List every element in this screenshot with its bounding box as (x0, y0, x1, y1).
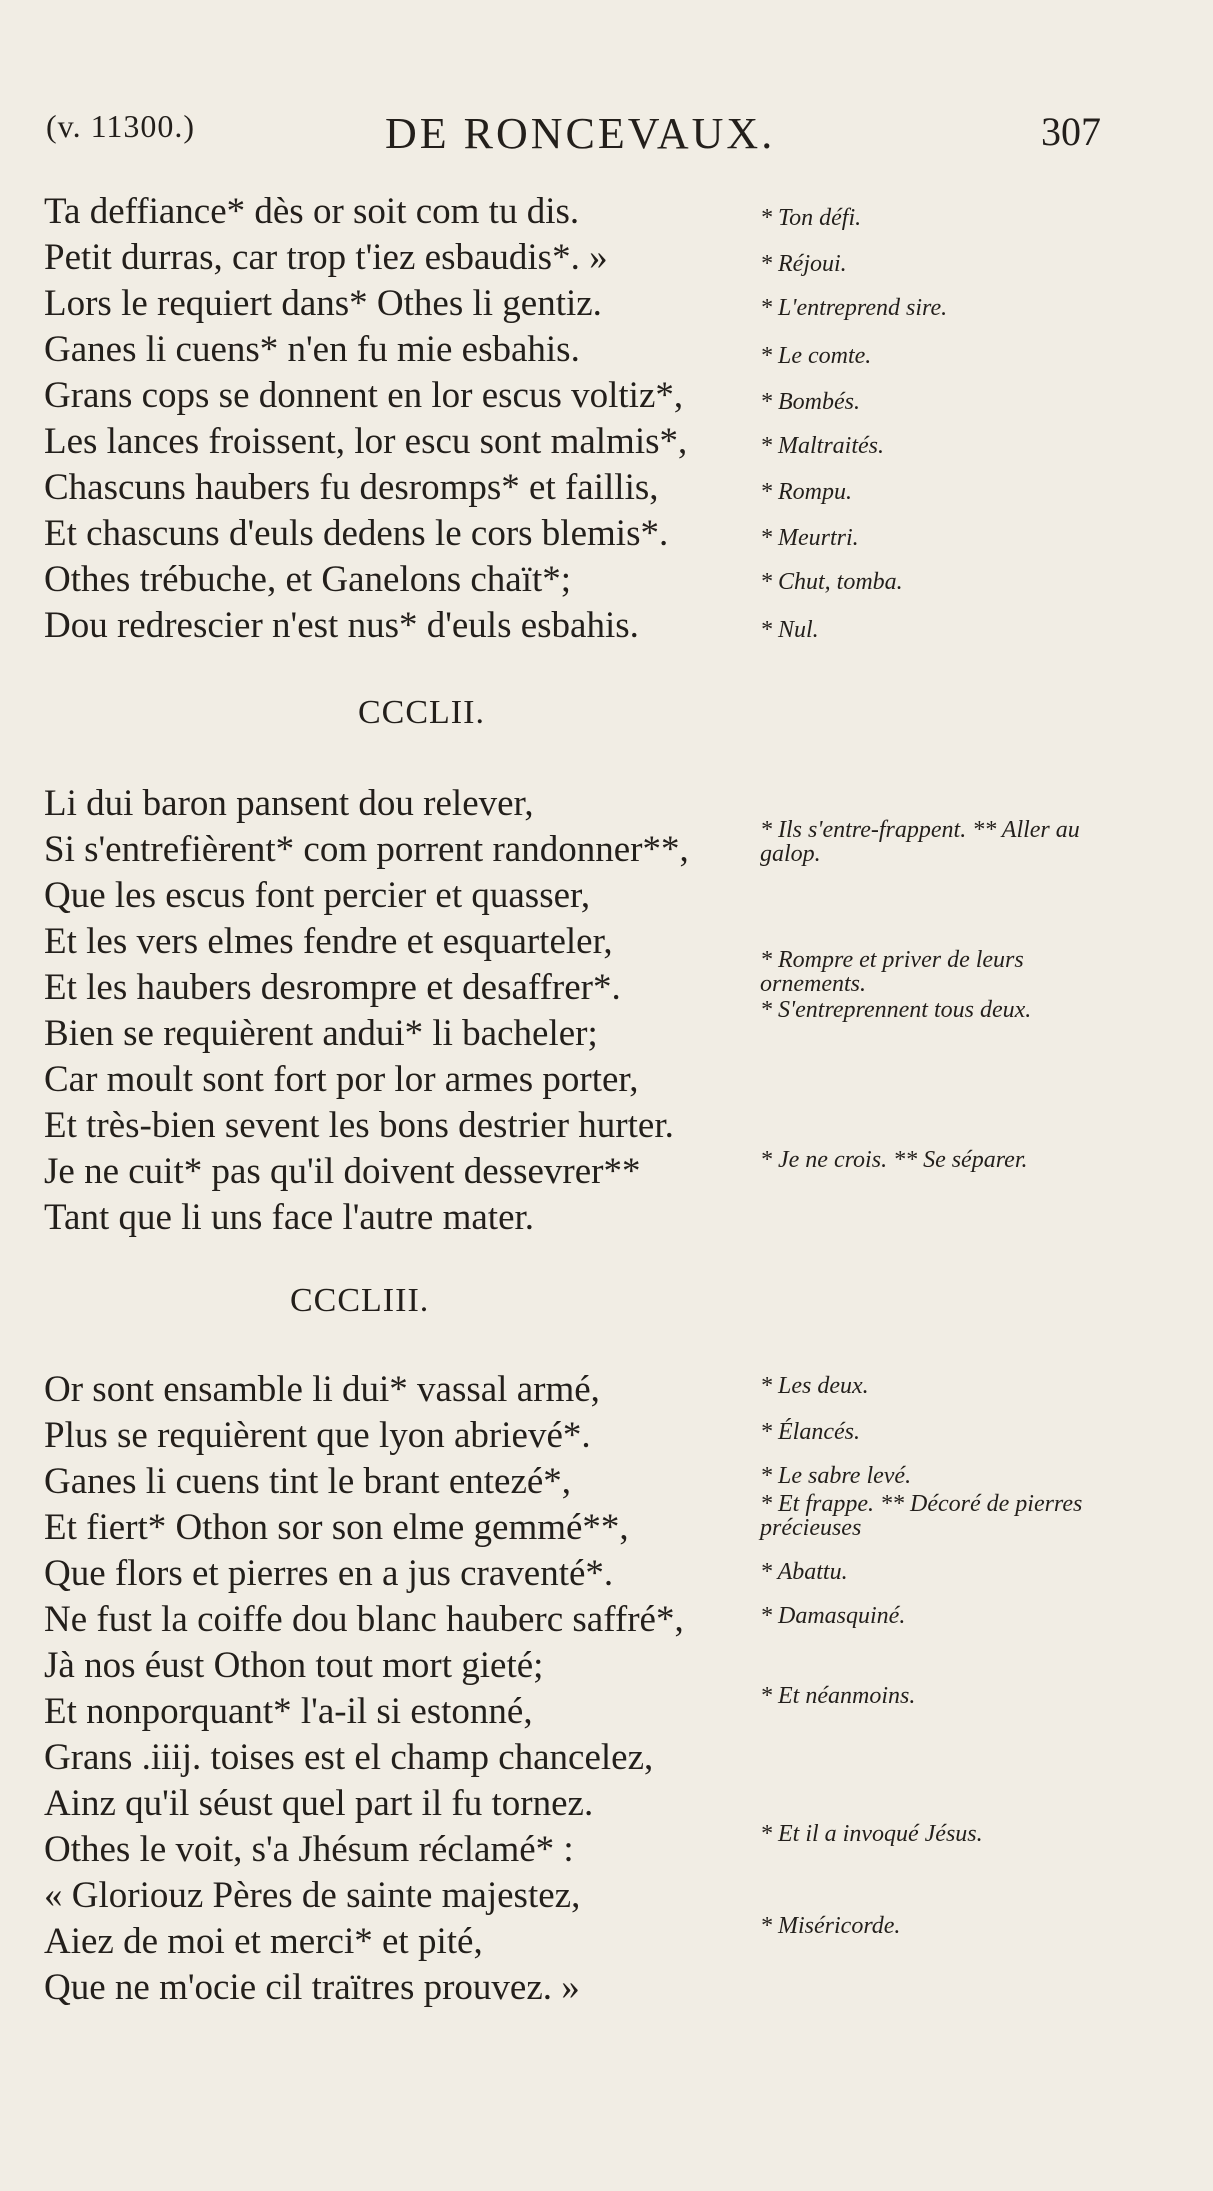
running-title: DE RONCEVAUX. (385, 109, 776, 158)
gloss-note: * Miséricorde. (760, 1913, 901, 1939)
gloss-note: * Le sabre levé. (760, 1463, 912, 1489)
verse-line: Grans .iiij. toises est el champ chancelez, (44, 1737, 654, 1778)
verse-line: Je ne cuit* pas qu'il doivent dessevrer** (44, 1151, 641, 1192)
gloss-note: * Rompu. (760, 479, 852, 505)
verse-line: Chascuns haubers fu desromps* et faillis, (44, 467, 659, 508)
verse-line: Ganes li cuens tint le brant entezé*, (44, 1461, 572, 1502)
page-number: 307 (1041, 109, 1101, 154)
verse-line: Petit durras, car trop t'iez esbaudis*. » (44, 237, 608, 278)
stanza-heading: CCCLIII. (290, 1282, 430, 1319)
gloss-note: * Les deux. (760, 1373, 869, 1399)
verse-line: Et les haubers desrompre et desaffrer*. (44, 967, 621, 1008)
stanza-heading: CCCLII. (358, 694, 485, 731)
verse-line: Et fiert* Othon sor son elme gemmé**, (44, 1507, 629, 1548)
gloss-note: * Abattu. (760, 1559, 848, 1585)
verse-line: Que flors et pierres en a jus craventé*. (44, 1553, 614, 1594)
gloss-note: * Et frappe. ** Décoré de pierres précieuses (760, 1491, 1083, 1541)
gloss-note: * Rompre et priver de leurs ornements. (760, 947, 1024, 997)
gloss-note: * Maltraités. (760, 433, 884, 459)
gloss-note: * Meurtri. (760, 525, 859, 551)
verse-range-header: (v. 11300.) (46, 108, 196, 144)
verse-line: Grans cops se donnent en lor escus voltiz*, (44, 375, 684, 416)
verse-line: Et très-bien sevent les bons destrier hurter. (44, 1105, 674, 1146)
gloss-note: * L'entreprend sire. (760, 295, 948, 321)
gloss-note: * Et néanmoins. (760, 1683, 916, 1709)
verse-line: Ne fust la coiffe dou blanc hauberc saffré*, (44, 1599, 684, 1640)
verse-line: Or sont ensamble li dui* vassal armé, (44, 1369, 600, 1410)
verse-line: Plus se requièrent que lyon abrievé*. (44, 1415, 591, 1456)
verse-line: « Gloriouz Pères de sainte majestez, (44, 1875, 581, 1916)
verse-line: Que ne m'ocie cil traïtres prouvez. » (44, 1967, 580, 2008)
verse-line: Et nonporquant* l'a-il si estonné, (44, 1691, 533, 1732)
gloss-note: * Ton défi. (760, 205, 862, 231)
verse-line: Les lances froissent, lor escu sont malmis*, (44, 421, 688, 462)
gloss-note: * Le comte. (760, 343, 872, 369)
gloss-note: * Nul. (760, 617, 819, 643)
verse-line: Car moult sont fort por lor armes porter, (44, 1059, 639, 1100)
gloss-note: * Et il a invoqué Jésus. (760, 1821, 983, 1847)
gloss-note: * Je ne crois. ** Se séparer. (760, 1147, 1028, 1173)
verse-line: Ainz qu'il séust quel part il fu tornez. (44, 1783, 594, 1824)
verse-line: Othes le voit, s'a Jhésum réclamé* : (44, 1829, 574, 1870)
verse-line: Tant que li uns face l'autre mater. (44, 1197, 535, 1238)
gloss-note: * Bombés. (760, 389, 860, 415)
verse-line: Et chascuns d'euls dedens le cors blemis*. (44, 513, 669, 554)
gloss-note: * Élancés. (760, 1419, 860, 1445)
verse-line: Ta deffiance* dès or soit com tu dis. (44, 191, 580, 232)
gloss-note: * Réjoui. (760, 251, 847, 277)
verse-line: Aiez de moi et merci* et pité, (44, 1921, 483, 1962)
verse-line: Dou redrescier n'est nus* d'euls esbahis. (44, 605, 639, 646)
verse-line: Si s'entrefièrent* com porrent randonner**, (44, 829, 689, 870)
gloss-note: * S'entreprennent tous deux. (760, 997, 1032, 1023)
verse-line: Othes trébuche, et Ganelons chaït*; (44, 559, 572, 600)
verse-line: Bien se requièrent andui* li bacheler; (44, 1013, 598, 1054)
verse-line: Que les escus font percier et quasser, (44, 875, 591, 916)
verse-line: Et les vers elmes fendre et esquarteler, (44, 921, 613, 962)
verse-line: Lors le requiert dans* Othes li gentiz. (44, 283, 602, 324)
gloss-note: * Damasquiné. (760, 1603, 906, 1629)
verse-line: Li dui baron pansent dou relever, (44, 783, 534, 824)
gloss-note: * Chut, tomba. (760, 569, 903, 595)
verse-line: Ganes li cuens* n'en fu mie esbahis. (44, 329, 580, 370)
verse-line: Jà nos éust Othon tout mort gieté; (44, 1645, 544, 1686)
gloss-note: * Ils s'entre-frappent. ** Aller au galop. (760, 817, 1080, 867)
